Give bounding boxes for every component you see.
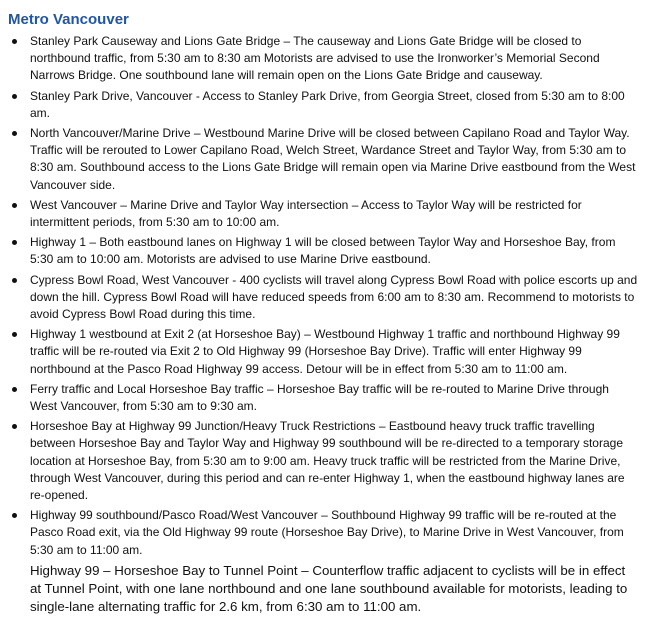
list-item [12,381,638,415]
list-item [12,88,638,122]
bullet-icon [12,131,17,136]
list-item [12,562,638,617]
bullet-icon [12,203,17,208]
list-item [12,272,638,324]
list-item [12,507,638,559]
list-item [12,33,638,85]
list-item-text: Highway 1 westbound at Exit 2 (at Horseshoe Bay) – Westbound Highway 1 traffic and northbound Highway 99 traffic will be re-routed via Exit 2 to Old Highway 99 (Horseshoe Bay Drive). Traffic will enter Highway 99 northbound at the Pasco Road Highway 99 access. Detour will be in effect from 5:30 am to 11:00 am. [30,327,620,376]
bullet-icon [12,39,17,44]
closure-list [12,33,638,617]
bullet-icon [12,332,17,337]
list-item-text: Horseshoe Bay at Highway 99 Junction/Heavy Truck Restrictions – Eastbound heavy truck traffic travelling between Horseshoe Bay and Taylor Way and Highway 99 southbound will be re-directed to a temporary storage location at Horseshoe Bay, from 5:30 am to 9:00 am. Heavy truck traffic will be restricted from the Marine Drive, through West Vancouver, during this period and can re-enter Highway 1, when the eastbound highway lanes are re-opened. [30,419,625,503]
section-heading: Metro Vancouver [8,11,129,28]
list-item [12,418,638,504]
list-item [12,197,638,231]
list-item-text: Stanley Park Drive, Vancouver - Access to Stanley Park Drive, from Georgia Street, closed from 5:30 am to 8:00 am. [30,88,625,120]
list-item-text: Highway 99 – Horseshoe Bay to Tunnel Point – Counterflow traffic adjacent to cyclists will be in effect at Tunnel Point, with one lane northbound and one lane southbound available for motorists, leading to single-lane alternating traffic for 2.6 km, from 6:30 am to 11:00 am. [30,562,628,615]
list-item [12,326,638,378]
list-item [12,234,638,268]
list-item [12,125,638,194]
bullet-icon [12,424,17,429]
bullet-icon [12,387,17,392]
list-item-text: Highway 1 – Both eastbound lanes on Highway 1 will be closed between Taylor Way and Horseshoe Bay, from 5:30 am to 10:00 am. Motorists are advised to use Marine Drive eastbound. [30,235,616,267]
bullet-icon [12,94,17,99]
list-item-text: Ferry traffic and Local Horseshoe Bay traffic – Horseshoe Bay traffic will be re-routed to Marine Drive through West Vancouver, from 5:30 am to 9:30 am. [30,381,609,414]
bullet-icon [12,513,17,518]
bullet-icon [12,240,17,245]
list-item-text: Stanley Park Causeway and Lions Gate Bridge – The causeway and Lions Gate Bridge will be closed to northbound traffic, from 5:30 am to 8:30 am Motorists are advised to use the Ironworker’s Memorial Second Narrows Bridge. One southbound lane will remain open on the Lions Gate Bridge and causeway. [30,34,600,83]
list-item-text: Cypress Bowl Road, West Vancouver - 400 cyclists will travel along Cypress Bowl Road with police escorts up and down the hill. Cypress Bowl Road will have reduced speeds from 6:00 am to 8:30 am. Recommend to motorists to avoid Cypress Bowl Road during this time. [30,272,638,322]
list-item-text: North Vancouver/Marine Drive – Westbound Marine Drive will be closed between Capilano Road and Taylor Way. Traffic will be rerouted to Lower Capilano Road, Welch Street, Wardance Street and Taylor Way, from 5:30 am to 8:30 am. Southbound access to the Lions Gate Bridge will remain open via Marine Drive eastbound from the West Vancouver side. [30,126,636,192]
bullet-icon [12,278,17,283]
list-item-text: West Vancouver – Marine Drive and Taylor Way intersection – Access to Taylor Way will be restricted for intermittent periods, from 5:30 am to 10:00 am. [30,197,582,230]
list-item-text: Highway 99 southbound/Pasco Road/West Vancouver – Southbound Highway 99 traffic will be re-routed at the Pasco Road exit, via the Old Highway 99 route (Horseshoe Bay Drive), to Marine Drive in West Vancouver, from 5:30 am to 11:00 am. [30,508,624,557]
